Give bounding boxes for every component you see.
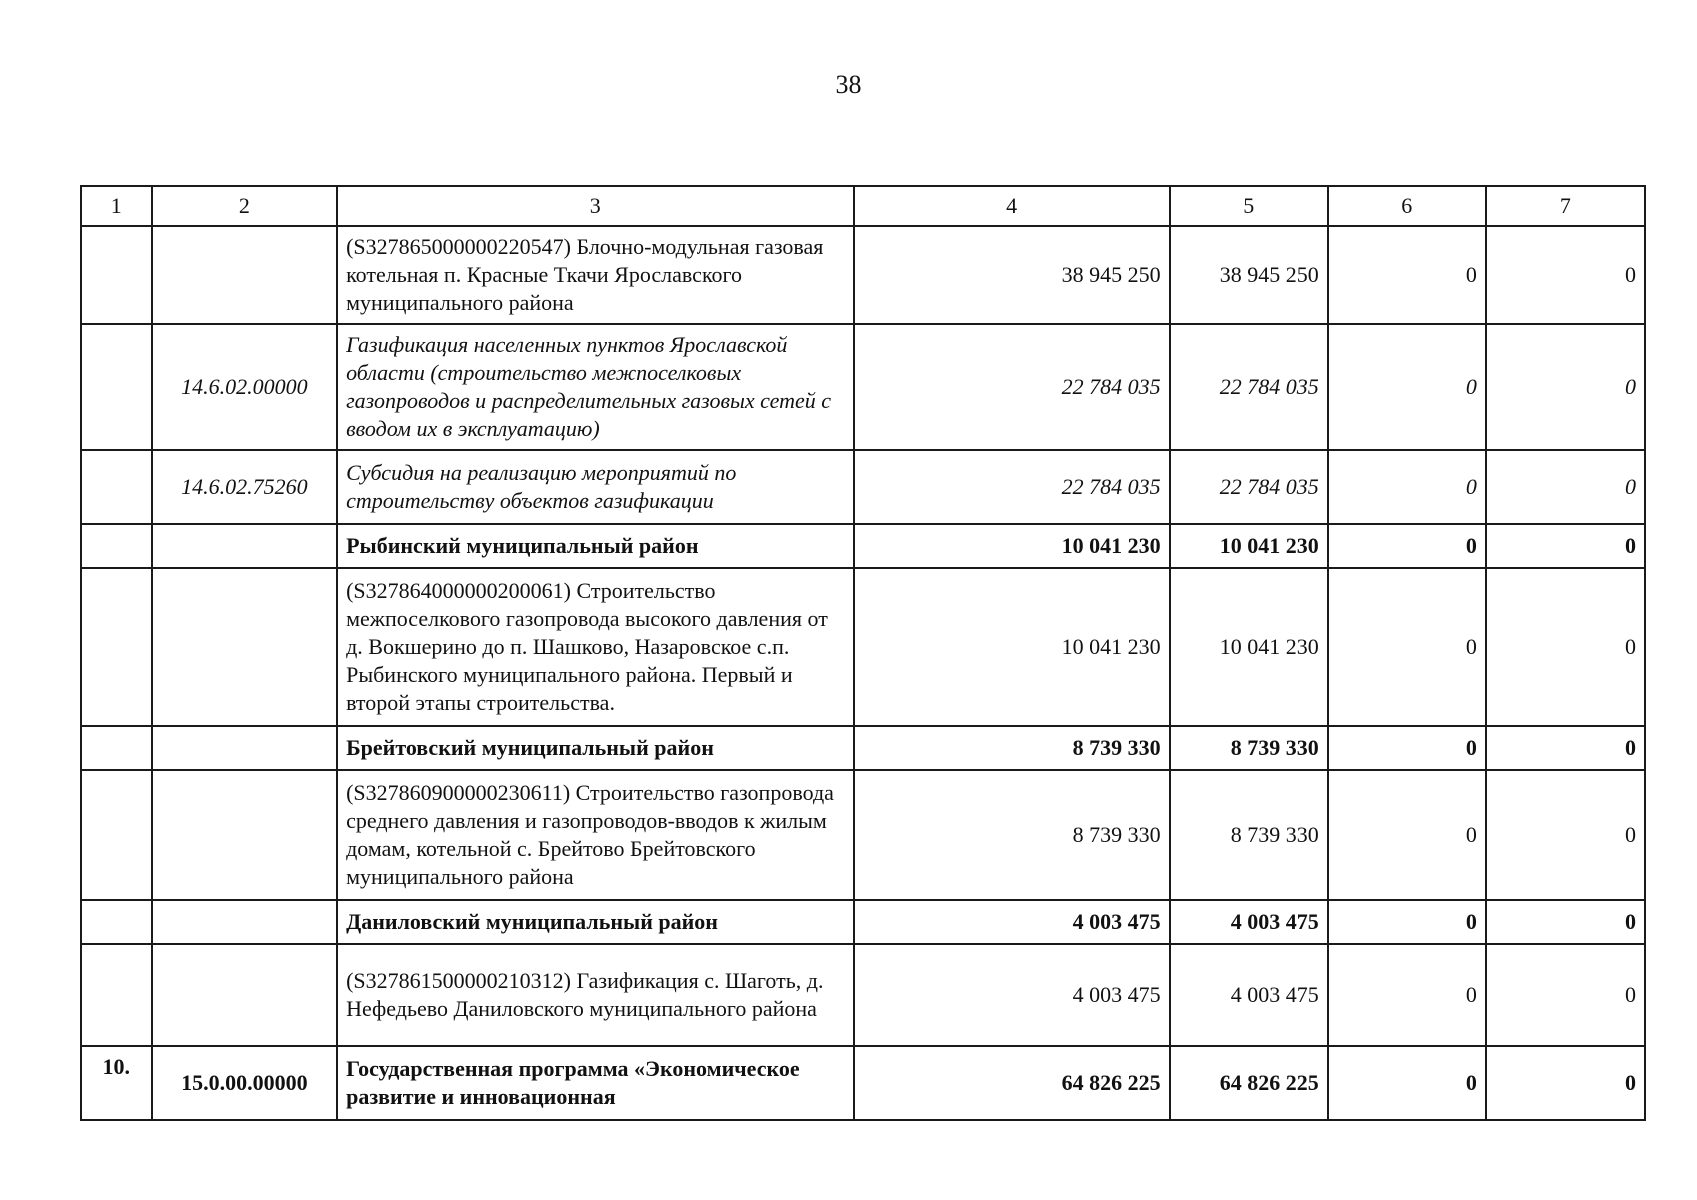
amount-cell: 64 826 225 <box>854 1046 1170 1120</box>
code-cell <box>152 770 337 900</box>
amount-cell: 4 003 475 <box>854 944 1170 1046</box>
column-header: 2 <box>152 186 337 226</box>
amount-cell: 0 <box>1328 450 1486 524</box>
amount-cell: 10 041 230 <box>1170 524 1328 568</box>
row-number-cell <box>81 324 152 450</box>
amount-cell: 0 <box>1486 226 1645 324</box>
description-cell: (S327860900000230611) Строительство газопровода среднего давления и газопроводов-вводов к жилым домам, котельной с. Брейтово Брейтовского муниципального района <box>337 770 853 900</box>
code-cell: 14.6.02.75260 <box>152 450 337 524</box>
row-number-cell <box>81 226 152 324</box>
amount-cell: 22 784 035 <box>854 450 1170 524</box>
amount-cell: 38 945 250 <box>854 226 1170 324</box>
amount-cell: 0 <box>1486 900 1645 944</box>
amount-cell: 0 <box>1328 900 1486 944</box>
column-header: 1 <box>81 186 152 226</box>
code-cell <box>152 726 337 770</box>
code-cell <box>152 524 337 568</box>
column-header: 7 <box>1486 186 1645 226</box>
amount-cell: 10 041 230 <box>1170 568 1328 726</box>
table-row <box>81 568 1645 726</box>
amount-cell: 22 784 035 <box>1170 324 1328 450</box>
row-number-cell <box>81 524 152 568</box>
amount-cell: 0 <box>1486 568 1645 726</box>
row-number-cell <box>81 450 152 524</box>
table-row <box>81 450 1645 524</box>
table-row <box>81 1046 1645 1120</box>
table-row <box>81 944 1645 1046</box>
amount-cell: 0 <box>1486 524 1645 568</box>
description-cell: Рыбинский муниципальный район <box>337 524 853 568</box>
amount-cell: 0 <box>1328 324 1486 450</box>
amount-cell: 0 <box>1486 324 1645 450</box>
amount-cell: 64 826 225 <box>1170 1046 1328 1120</box>
amount-cell: 22 784 035 <box>1170 450 1328 524</box>
budget-table <box>80 185 1646 1121</box>
amount-cell: 0 <box>1486 726 1645 770</box>
code-cell <box>152 568 337 726</box>
description-cell: Государственная программа «Экономическое развитие и инновационная <box>337 1046 853 1120</box>
amount-cell: 0 <box>1486 1046 1645 1120</box>
amount-cell: 0 <box>1328 568 1486 726</box>
amount-cell: 0 <box>1328 770 1486 900</box>
amount-cell: 4 003 475 <box>1170 944 1328 1046</box>
amount-cell: 0 <box>1486 770 1645 900</box>
amount-cell: 0 <box>1328 524 1486 568</box>
page-number: 38 <box>835 70 862 99</box>
amount-cell: 0 <box>1486 450 1645 524</box>
code-cell <box>152 226 337 324</box>
description-cell: Субсидия на реализацию мероприятий по строительству объектов газификации <box>337 450 853 524</box>
amount-cell: 22 784 035 <box>854 324 1170 450</box>
column-header: 4 <box>854 186 1170 226</box>
amount-cell: 0 <box>1328 226 1486 324</box>
amount-cell: 0 <box>1328 1046 1486 1120</box>
amount-cell: 8 739 330 <box>854 770 1170 900</box>
row-number-cell: 10. <box>81 1046 152 1120</box>
table-row <box>81 324 1645 450</box>
description-cell: Брейтовский муниципальный район <box>337 726 853 770</box>
code-cell: 15.0.00.00000 <box>152 1046 337 1120</box>
column-header: 5 <box>1170 186 1328 226</box>
description-cell: Газификация населенных пунктов Ярославской области (строительство межпоселковых газопроводов и распределительных газовых сетей с вводом их в эксплуатацию) <box>337 324 853 450</box>
column-header: 6 <box>1328 186 1486 226</box>
amount-cell: 4 003 475 <box>1170 900 1328 944</box>
code-cell: 14.6.02.00000 <box>152 324 337 450</box>
amount-cell: 38 945 250 <box>1170 226 1328 324</box>
description-cell: (S327865000000220547) Блочно-модульная газовая котельная п. Красные Ткачи Ярославского муниципального района <box>337 226 853 324</box>
row-number-cell <box>81 770 152 900</box>
amount-cell: 0 <box>1328 726 1486 770</box>
row-number-cell <box>81 726 152 770</box>
description-cell: Даниловский муниципальный район <box>337 900 853 944</box>
table-row <box>81 770 1645 900</box>
row-number-cell <box>81 900 152 944</box>
code-cell <box>152 944 337 1046</box>
description-cell: (S327864000000200061) Строительство межпоселкового газопровода высокого давления от д. Вокшерино до п. Шашково, Назаровское с.п. Рыбинского муниципального района. Первый и второй этапы строительства. <box>337 568 853 726</box>
table-row <box>81 524 1645 568</box>
description-cell: (S327861500000210312) Газификация с. Шаготь, д. Нефедьево Даниловского муниципального района <box>337 944 853 1046</box>
column-header: 3 <box>337 186 853 226</box>
table-row <box>81 226 1645 324</box>
amount-cell: 0 <box>1328 944 1486 1046</box>
amount-cell: 10 041 230 <box>854 524 1170 568</box>
amount-cell: 10 041 230 <box>854 568 1170 726</box>
amount-cell: 8 739 330 <box>854 726 1170 770</box>
row-number-cell <box>81 568 152 726</box>
amount-cell: 8 739 330 <box>1170 726 1328 770</box>
amount-cell: 4 003 475 <box>854 900 1170 944</box>
row-number-cell <box>81 944 152 1046</box>
amount-cell: 8 739 330 <box>1170 770 1328 900</box>
amount-cell: 0 <box>1486 944 1645 1046</box>
header-row <box>81 186 1645 226</box>
table-row <box>81 726 1645 770</box>
code-cell <box>152 900 337 944</box>
table-row <box>81 900 1645 944</box>
